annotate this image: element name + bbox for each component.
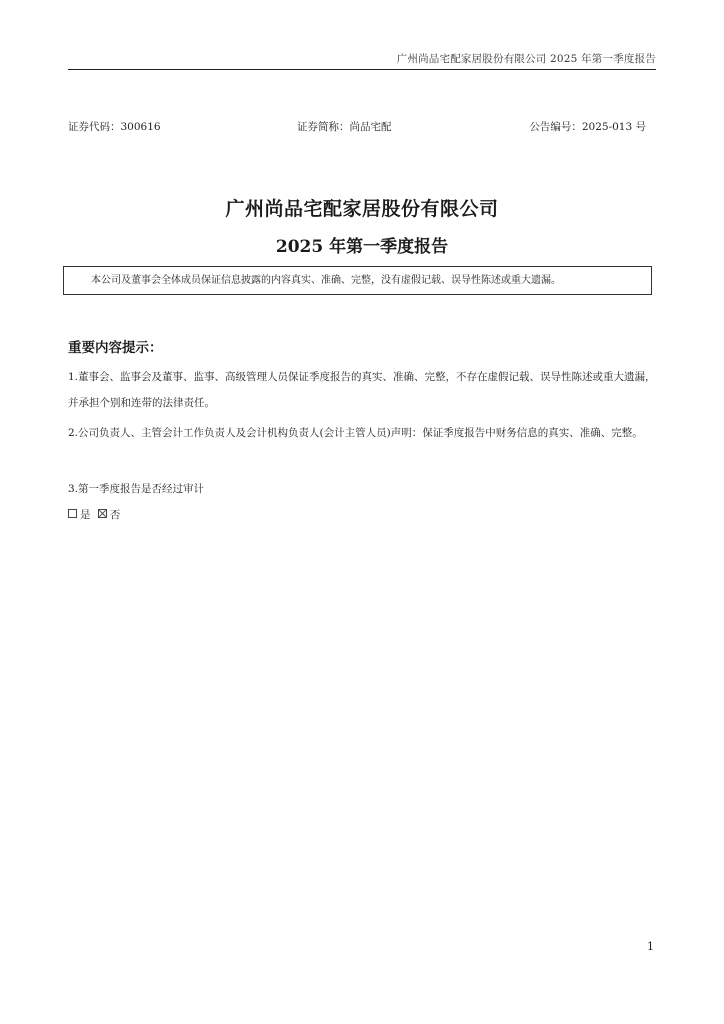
- notice-number: 公告编号：2025-013 号: [529, 121, 646, 133]
- checkbox-unchecked-icon: [68, 509, 77, 518]
- running-header: 广州尚品宅配家居股份有限公司 2025 年第一季度报告: [396, 53, 656, 65]
- notice-item-3: 3.第一季度报告是否经过审计: [68, 483, 205, 495]
- security-code: 证券代码：300616: [68, 121, 161, 133]
- notice-item-2: 2.公司负责人、主管会计工作负责人及会计机构负责人(会计主管人员)声明：保证季度报告中财务信息的真实、准确、完整。: [68, 427, 643, 439]
- statement-box: 本公司及董事会全体成员保证信息披露的内容真实、准确、完整，没有虚假记载、误导性陈述或重大遗漏。: [63, 266, 652, 295]
- security-short-name: 证券简称：尚品宅配: [297, 121, 392, 133]
- section-heading: 重要内容提示：: [68, 340, 163, 356]
- audit-choice: [68, 502, 124, 528]
- checkbox-checked-icon: [98, 509, 107, 518]
- page-number: 1: [647, 940, 654, 953]
- report-title: 2025 年第一季度报告: [275, 237, 449, 257]
- audit-option-yes: 是: [80, 509, 91, 521]
- company-title: 广州尚品宅配家居股份有限公司: [225, 198, 499, 220]
- audit-option-no: 否: [109, 509, 121, 521]
- header-rule: [68, 69, 656, 70]
- notice-item-1: 1.董事会、监事会及董事、监事、高级管理人员保证季度报告的真实、准确、完整，不存在虚假记载、误导性陈述或重大遗漏，并承担个别和连带的法律责任。: [68, 371, 656, 409]
